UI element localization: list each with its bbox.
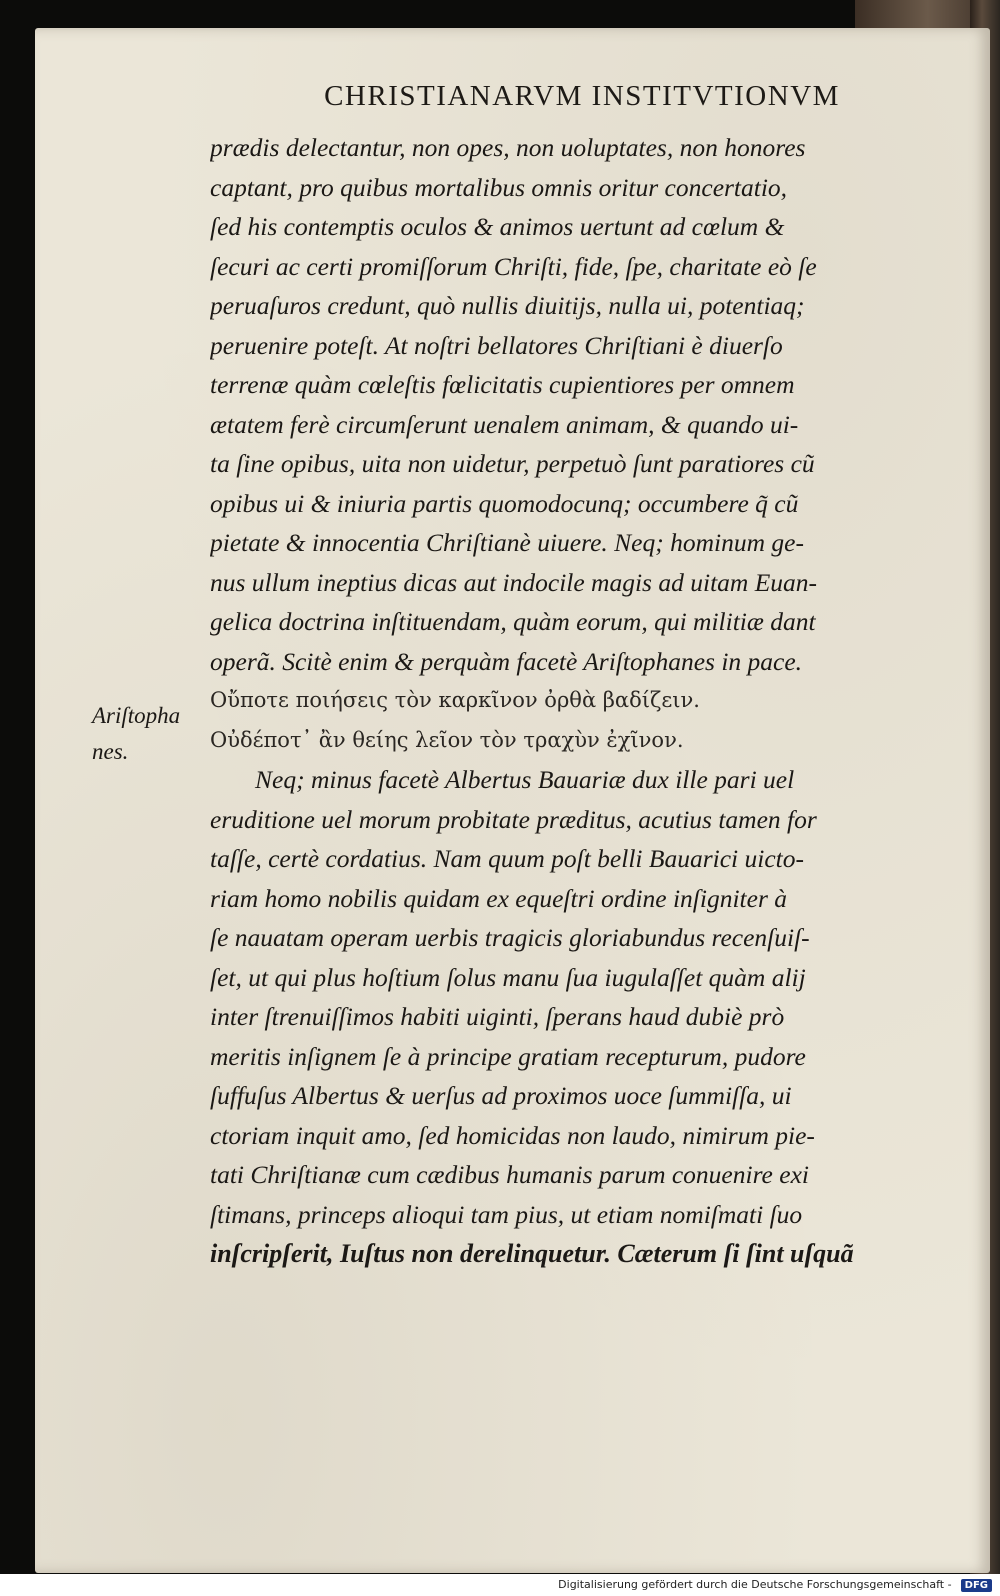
text-line: ſecuri ac certi promiſſorum Chriſti, fide, ſpe, charitate eò ſe: [210, 251, 817, 281]
text-line: operã. Scitè enim & perquàm facetè Ariſtophanes in pace.: [210, 646, 803, 676]
text-line: pietate & innocentia Chriſtianè uiuere. Neq; hominum ge-: [210, 528, 804, 557]
margin-note-line: Ariſtopha: [92, 703, 181, 728]
footer-bar: [0, 1574, 1000, 1596]
text-line: peruenire poteſt. At noſtri bellatores Chriſtiani è diuerſo: [210, 330, 783, 360]
text-line: meritis inſignem ſe à principe gratiam recepturum, pudore: [210, 1041, 806, 1071]
margin-note-line: nes.: [92, 739, 129, 764]
text-line: tati Chriſtianæ cum cædibus humanis parum conuenire exi: [210, 1160, 809, 1189]
dfg-logo: DFG: [961, 1579, 992, 1592]
text-line: taſſe, certè cordatius. Nam quum poſt belli Bauarici uicto-: [210, 844, 804, 873]
margin-note: [92, 698, 204, 770]
text-line: riam homo nobilis quidam ex equeſtri ordine inſigniter à: [210, 883, 788, 913]
text-line: ſe nauatam operam uerbis tragicis gloriabundus recenſuiſ-: [210, 923, 810, 952]
text-line: captant, pro quibus mortalibus omnis oritur concertatio,: [210, 172, 788, 202]
text-line: ctoriam inquit amo, ſed homicidas non laudo, nimirum pie-: [210, 1120, 815, 1150]
text-line: terrenæ quàm cœleſtis fœlicitatis cupientiores per omnem: [210, 370, 795, 399]
text-line: eruditione uel morum probitate præditus, acutius tamen for: [210, 804, 817, 834]
text-line: inſcripſerit, Iuſtus non derelinquetur. Cæterum ſi ſint uſquã: [210, 1239, 854, 1268]
text-line: ſtimans, princeps alioqui tam pius, ut etiam nomiſmati ſuo: [210, 1199, 803, 1229]
greek-verse-line: Οὔποτε ποιήσεις τὸν καρκῖνον ὀρθὰ βαδίζειν.: [210, 688, 700, 712]
text-line: prædis delectantur, non opes, non uoluptates, non honores: [210, 133, 806, 162]
text-line: ſed his contemptis oculos & animos uertunt ad cœlum &: [210, 212, 785, 241]
text-line: inter ſtrenuiſſimos habiti uiginti, ſperans haud dubiè prò: [210, 1002, 785, 1031]
text-line: ætatem ferè circumſerunt uenalem animam, & quando ui-: [210, 409, 799, 439]
footer-credit: Digitalisierung gefördert durch die Deutsche Forschungsgemeinschaft -: [558, 1578, 952, 1591]
body-text: [210, 128, 900, 1274]
running-title: CHRISTIANARVM INSTITVTIONVM: [324, 80, 840, 112]
text-line: Neq; minus facetè Albertus Bauariæ dux ille pari uel: [255, 765, 795, 794]
text-line: ſet, ut qui plus hoſtium ſolus manu ſua iugulaſſet quàm alij: [210, 962, 806, 992]
text-line: ta ſine opibus, uita non uidetur, perpetuò ſunt paratiores cũ: [210, 449, 815, 478]
text-line: peruaſuros credunt, quò nullis diuitijs, nulla ui, potentiaq;: [210, 291, 805, 320]
greek-verse-line: Οὐδέποτ᾽ ἂν θείης λεῖον τὸν τραχὺν ἐχῖνον.: [210, 727, 684, 752]
text-line: nus ullum ineptius dicas aut indocile magis ad uitam Euan-: [210, 567, 818, 597]
text-line: gelica doctrina inſtituendam, quàm eorum, qui militiæ dant: [210, 607, 816, 636]
text-line: opibus ui & iniuria partis quomodocunq; occumbere q̃ cũ: [210, 488, 799, 518]
text-line: ſuffuſus Albertus & uerſus ad proximos uoce ſummiſſa, ui: [210, 1081, 792, 1110]
